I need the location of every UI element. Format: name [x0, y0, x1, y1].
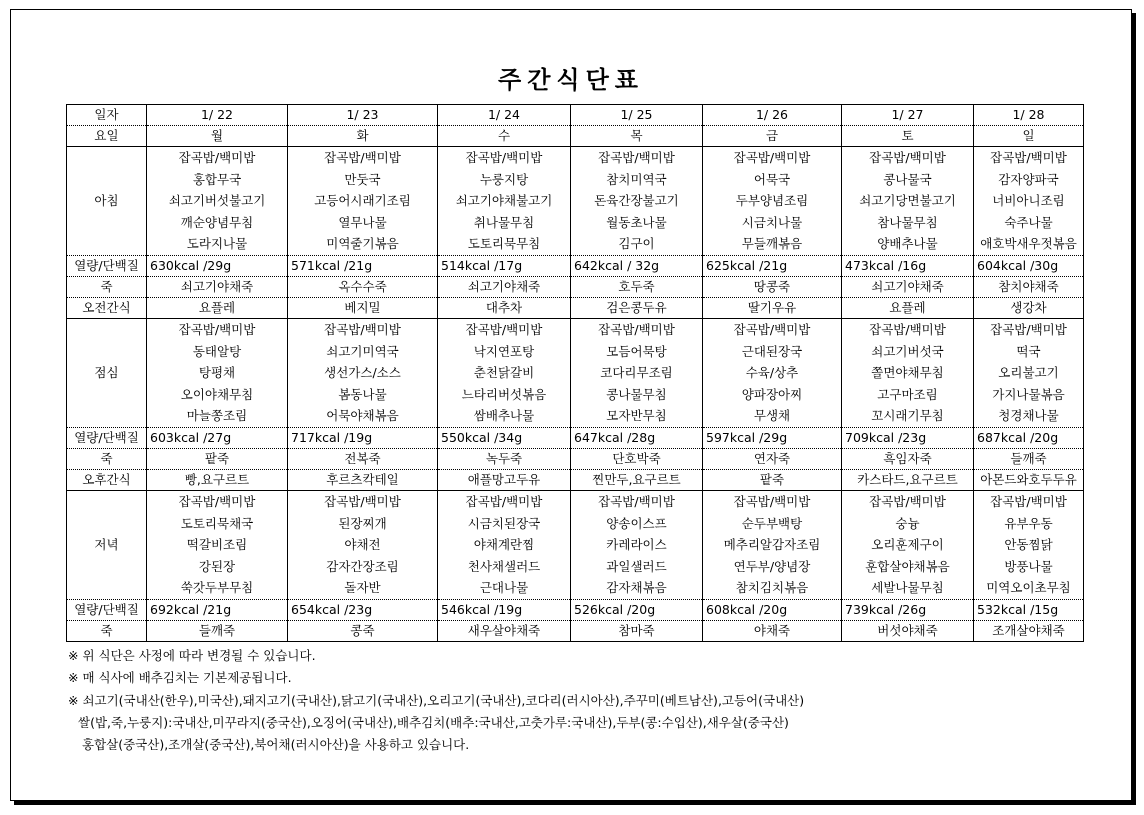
date-cell: 1/ 27: [842, 105, 974, 126]
breakfast-menu-cell: [974, 147, 1084, 256]
menu-item: 모듬어묵탕: [606, 343, 667, 359]
dinner-menu-cell: [288, 490, 438, 599]
menu-item: 연두부/양념장: [733, 558, 811, 574]
breakfast-menu-cell: [842, 147, 974, 256]
kcal-row: [67, 255, 1084, 276]
porridge-cell: 참치야채죽: [974, 276, 1084, 297]
kcal-cell: 532kcal /15g: [974, 599, 1084, 620]
kcal-cell: 630kcal /29g: [147, 255, 288, 276]
menu-item: 애호박새우젓볶음: [980, 236, 1077, 252]
menu-item: 잡곡밥/백미밥: [733, 321, 811, 337]
snack-cell: 딸기우유: [703, 297, 842, 318]
kcal-row: [67, 427, 1084, 448]
menu-item: 꼬시래기무침: [871, 408, 944, 424]
menu-item: 떡갈비조림: [186, 537, 248, 553]
menu-item: 야채계란찜: [473, 537, 535, 553]
menu-item: 쇠고기당면불고기: [859, 193, 956, 209]
kcal-row: [67, 599, 1084, 620]
porridge-cell: 전복죽: [288, 448, 438, 469]
menu-item: 잡곡밥/백미밥: [178, 321, 256, 337]
lunch-menu-cell: [288, 318, 438, 427]
day-cell: 화: [288, 126, 438, 147]
menu-item: 봄동나물: [338, 386, 387, 402]
menu-item: 과일샐러드: [606, 558, 667, 574]
kcal-cell: 709kcal /23g: [842, 427, 974, 448]
day-cell: 월: [147, 126, 288, 147]
snack-cell: 팥죽: [703, 469, 842, 490]
menu-item: 양파장아찌: [741, 386, 803, 402]
menu-item: 두부양념조림: [735, 193, 809, 209]
menu-item: 잡곡밥/백미밥: [598, 321, 675, 337]
porridge-row: [67, 620, 1084, 641]
menu-item: 쇠고기버섯국: [871, 343, 944, 359]
porridge-cell: 야채죽: [703, 620, 842, 641]
breakfast-menu-row: [67, 147, 1084, 256]
dinner-menu-cell: [438, 490, 571, 599]
kcal-cell: 647kcal /28g: [571, 427, 703, 448]
menu-item: 낙지연포탕: [473, 343, 535, 359]
menu-item: 시금치된장국: [467, 515, 541, 531]
menu-item: 쑥갓두부무침: [180, 580, 254, 596]
menu-item: 안동찜닭: [1004, 537, 1053, 553]
breakfast-menu-cell: [288, 147, 438, 256]
menu-item: 메추리알감자조림: [723, 537, 821, 553]
menu-item: 코다리무조림: [600, 365, 673, 381]
note-line: 쌀(밥,죽,누룽지):국내산,미꾸라지(중국산),오징어(국내산),배추김치(배추:국내산,고춧가루:국내산),두부(콩:수입산),새우살(중국산): [78, 714, 789, 730]
menu-item: 콩나물무침: [606, 386, 667, 402]
menu-item: 양송이스프: [606, 515, 667, 531]
note-line: 홍합살(중국산),조개살(중국산),북어채(러시아산)을 사용하고 있습니다.: [82, 737, 470, 753]
snack-cell: 대추차: [438, 297, 571, 318]
menu-item: 콩나물국: [883, 171, 932, 187]
kcal-cell: 603kcal /27g: [147, 427, 288, 448]
menu-item: 순두부백탕: [741, 515, 803, 531]
menu-item: 미역오이초무침: [986, 580, 1071, 596]
menu-item: 감자간장조림: [326, 558, 399, 574]
date-cell: 1/ 22: [147, 105, 288, 126]
breakfast-menu-cell: [571, 147, 703, 256]
menu-item: 무들깨볶음: [741, 236, 803, 252]
kcal-cell: 608kcal /20g: [703, 599, 842, 620]
menu-item: 야채전: [344, 537, 381, 553]
porridge-cell: 들깨죽: [147, 620, 288, 641]
day-header-row: [67, 126, 1084, 147]
porridge-cell: 참마죽: [571, 620, 703, 641]
page-title: 주간식단표: [498, 66, 644, 94]
menu-item: 도라지나물: [186, 236, 248, 252]
am-snack-label: 오전간식: [67, 297, 147, 318]
menu-item: 쇠고기야채불고기: [455, 193, 553, 209]
menu-item: 오리훈제구이: [871, 537, 944, 553]
menu-item: 취나물무침: [473, 214, 535, 230]
menu-item: 잡곡밥/백미밥: [324, 493, 401, 509]
date-cell: 1/ 24: [438, 105, 571, 126]
menu-item: 홍합무국: [192, 171, 242, 187]
porridge-cell: 팥죽: [147, 448, 288, 469]
menu-item: 참나물무침: [877, 214, 938, 230]
menu-item: 양배추나물: [877, 236, 938, 252]
porridge-label: 죽: [67, 620, 147, 641]
snack-cell: 요플레: [147, 297, 288, 318]
snack-cell: 베지밀: [288, 297, 438, 318]
dinner-menu-cell: [147, 490, 288, 599]
day-cell: 금: [703, 126, 842, 147]
menu-item: 잡곡밥/백미밥: [990, 150, 1067, 165]
menu-item: 숙주나물: [1004, 214, 1053, 230]
date-cell: 1/ 25: [571, 105, 703, 126]
menu-item: 어묵야채볶음: [326, 408, 399, 424]
kcal-cell: 571kcal /21g: [288, 255, 438, 276]
porridge-cell: 버섯야채죽: [842, 620, 974, 641]
menu-item: 잡곡밥/백미밥: [465, 493, 543, 509]
menu-item: 근대된장국: [741, 343, 803, 359]
day-header-label: 요일: [67, 126, 147, 147]
snack-cell: 애플망고두유: [438, 469, 571, 490]
menu-item: 잡곡밥/백미밥: [178, 150, 256, 165]
dinner-menu-cell: [974, 490, 1084, 599]
menu-item: 쇠고기버섯불고기: [168, 193, 266, 209]
porridge-cell: 조개살야채죽: [974, 620, 1084, 641]
menu-item: 생선가스/소스: [324, 365, 401, 381]
menu-item: 잡곡밥/백미밥: [733, 493, 811, 509]
menu-item: 감자채볶음: [606, 580, 667, 596]
date-cell: 1/ 28: [974, 105, 1084, 126]
menu-item: 오이야채무침: [180, 386, 254, 402]
menu-item: 잡곡밥/백미밥: [869, 493, 946, 509]
menu-item: 미역줄기볶음: [326, 236, 399, 252]
menu-item: 유부우동: [1004, 515, 1053, 531]
dinner-menu-row: [67, 490, 1084, 599]
am-snack-row: [67, 297, 1084, 318]
porridge-row: [67, 276, 1084, 297]
snack-cell: 아몬드와호두두유: [974, 469, 1084, 490]
kcal-label: 열량/단백질: [67, 599, 147, 620]
menu-item: 탕평채: [198, 365, 236, 381]
kcal-cell: 526kcal /20g: [571, 599, 703, 620]
porridge-label: 죽: [67, 276, 147, 297]
notes: [68, 645, 804, 756]
menu-item: 잡곡밥/백미밥: [324, 321, 401, 337]
menu-item: 누룽지탕: [479, 171, 529, 187]
menu-item: 오리불고기: [998, 365, 1059, 381]
menu-item: 된장찌개: [338, 515, 387, 531]
menu-item: 도토리묵채국: [180, 515, 254, 531]
menu-item: 어묵국: [753, 171, 791, 187]
menu-item: 춘천닭갈비: [473, 365, 535, 381]
kcal-cell: 625kcal /21g: [703, 255, 842, 276]
menu-item: 세발나물무침: [871, 580, 944, 596]
menu-item: 잡곡밥/백미밥: [465, 321, 543, 337]
menu-item: 잡곡밥/백미밥: [598, 150, 675, 165]
lunch-menu-cell: [842, 318, 974, 427]
lunch-menu-cell: [974, 318, 1084, 427]
kcal-cell: 692kcal /21g: [147, 599, 288, 620]
menu-item: 돌자반: [344, 580, 381, 596]
porridge-cell: 옥수수죽: [288, 276, 438, 297]
note-line: ※ 매 식사에 배추김치는 기본제공됩니다.: [68, 670, 292, 686]
breakfast-label: 아침: [67, 147, 147, 256]
lunch-menu-cell: [703, 318, 842, 427]
lunch-label: 점심: [67, 318, 147, 427]
porridge-label: 죽: [67, 448, 147, 469]
kcal-cell: 654kcal /23g: [288, 599, 438, 620]
porridge-cell: 흑임자죽: [842, 448, 974, 469]
snack-cell: 카스타드,요구르트: [842, 469, 974, 490]
kcal-cell: 550kcal /34g: [438, 427, 571, 448]
menu-item: 참치미역국: [606, 171, 667, 187]
day-cell: 목: [571, 126, 703, 147]
kcal-cell: 687kcal /20g: [974, 427, 1084, 448]
menu-item: 잡곡밥/백미밥: [990, 493, 1067, 509]
breakfast-menu-cell: [147, 147, 288, 256]
menu-item: 열무나물: [338, 214, 387, 230]
menu-item: 잡곡밥/백미밥: [324, 150, 401, 165]
menu-item: 청경채나물: [998, 408, 1059, 424]
menu-item: 강된장: [198, 558, 236, 574]
date-cell: 1/ 23: [288, 105, 438, 126]
menu-item: 쫄면야채무침: [871, 365, 944, 381]
menu-item: 떡국: [1016, 343, 1041, 359]
lunch-menu-cell: [438, 318, 571, 427]
pm-snack-row: [67, 469, 1084, 490]
porridge-cell: 들깨죽: [974, 448, 1084, 469]
snack-cell: 후르츠칵테일: [288, 469, 438, 490]
menu-item: 월동초나물: [606, 214, 667, 230]
snack-cell: 요플레: [842, 297, 974, 318]
porridge-row: [67, 448, 1084, 469]
porridge-cell: 새우살야채죽: [438, 620, 571, 641]
date-header-row: [67, 105, 1084, 126]
kcal-cell: 546kcal /19g: [438, 599, 571, 620]
porridge-cell: 쇠고기야채죽: [438, 276, 571, 297]
day-cell: 토: [842, 126, 974, 147]
porridge-cell: 호두죽: [571, 276, 703, 297]
dinner-label: 저녁: [67, 490, 147, 599]
menu-item: 숭늉: [895, 515, 920, 531]
kcal-label: 열량/단백질: [67, 255, 147, 276]
snack-cell: 빵,요구르트: [147, 469, 288, 490]
weekly-menu-table: [66, 104, 1084, 642]
day-cell: 일: [974, 126, 1084, 147]
lunch-menu-cell: [571, 318, 703, 427]
kcal-cell: 597kcal /29g: [703, 427, 842, 448]
menu-item: 훈합살야채볶음: [865, 558, 950, 574]
dinner-menu-cell: [842, 490, 974, 599]
menu-item: 잡곡밥/백미밥: [465, 150, 543, 165]
menu-item: 너비아니조림: [992, 193, 1065, 209]
menu-item: 만둣국: [344, 171, 381, 187]
menu-item: 방풍나물: [1004, 558, 1053, 574]
menu-item: 동태알탕: [192, 343, 242, 359]
date-header-label: 일자: [67, 105, 147, 126]
kcal-cell: 739kcal /26g: [842, 599, 974, 620]
menu-item: 깨순양념무침: [180, 214, 254, 230]
note-line: ※ 쇠고기(국내산(한우),미국산),돼지고기(국내산),닭고기(국내산),오리고기(국내산),코다리(러시아산),주꾸미(베트남산),고등어(국내산): [68, 692, 805, 708]
kcal-cell: 604kcal /30g: [974, 255, 1084, 276]
porridge-cell: 녹두죽: [438, 448, 571, 469]
dinner-menu-cell: [571, 490, 703, 599]
porridge-cell: 단호박죽: [571, 448, 703, 469]
menu-item: 수육/상추: [745, 365, 799, 381]
menu-item: 잡곡밥/백미밥: [990, 321, 1067, 337]
menu-item: 마늘쫑조림: [186, 408, 248, 424]
porridge-cell: 연자죽: [703, 448, 842, 469]
kcal-label: 열량/단백질: [67, 427, 147, 448]
menu-item: 잡곡밥/백미밥: [869, 150, 946, 165]
menu-item: 감자양파국: [998, 171, 1059, 187]
day-cell: 수: [438, 126, 571, 147]
menu-item: 잡곡밥/백미밥: [733, 150, 811, 165]
menu-item: 쌈배추나물: [473, 408, 535, 424]
kcal-cell: 642kcal / 32g: [571, 255, 703, 276]
kcal-cell: 514kcal /17g: [438, 255, 571, 276]
menu-item: 김구이: [618, 236, 655, 252]
snack-cell: 검은콩두유: [571, 297, 703, 318]
lunch-menu-row: [67, 318, 1084, 427]
menu-item: 근대나물: [479, 580, 529, 596]
menu-item: 느타리버섯볶음: [461, 386, 547, 402]
date-cell: 1/ 26: [703, 105, 842, 126]
note-line: ※ 위 식단은 사정에 따라 변경될 수 있습니다.: [68, 648, 316, 663]
menu-item: 잡곡밥/백미밥: [178, 493, 256, 509]
porridge-cell: 콩죽: [288, 620, 438, 641]
menu-item: 참치김치볶음: [735, 580, 809, 596]
breakfast-menu-cell: [438, 147, 571, 256]
dinner-menu-cell: [703, 490, 842, 599]
kcal-cell: 717kcal /19g: [288, 427, 438, 448]
menu-item: 고구마조림: [877, 386, 938, 402]
porridge-cell: 쇠고기야채죽: [842, 276, 974, 297]
snack-cell: 찐만두,요구르트: [571, 469, 703, 490]
porridge-cell: 땅콩죽: [703, 276, 842, 297]
lunch-menu-cell: [147, 318, 288, 427]
menu-item: 고등어시래기조림: [314, 193, 411, 209]
kcal-cell: 473kcal /16g: [842, 255, 974, 276]
menu-item: 시금치나물: [741, 214, 803, 230]
menu-item: 도토리묵무침: [467, 236, 541, 252]
menu-item: 무생채: [753, 408, 791, 424]
breakfast-menu-cell: [703, 147, 842, 256]
snack-cell: 생강차: [974, 297, 1084, 318]
menu-item: 쇠고기미역국: [326, 343, 399, 359]
menu-item: 모자반무침: [606, 408, 667, 424]
menu-item: 천사채샐러드: [467, 558, 541, 574]
menu-item: 가지나물볶음: [992, 386, 1065, 402]
menu-item: 잡곡밥/백미밥: [869, 321, 946, 337]
pm-snack-label: 오후간식: [67, 469, 147, 490]
porridge-cell: 쇠고기야채죽: [147, 276, 288, 297]
menu-item: 돈육간장불고기: [594, 193, 679, 209]
menu-item: 잡곡밥/백미밥: [598, 493, 675, 509]
menu-item: 카레라이스: [606, 537, 667, 553]
